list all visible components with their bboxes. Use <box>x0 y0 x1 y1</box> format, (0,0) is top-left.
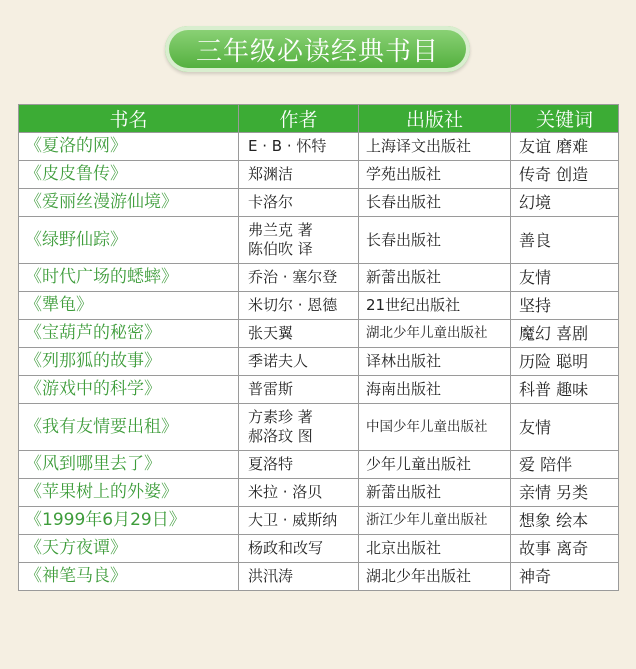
table-row <box>19 320 619 348</box>
book-title: 《时代广场的蟋蟀》 <box>19 264 239 292</box>
header-publisher: 出版社 <box>359 105 511 133</box>
book-publisher: 湖北少年出版社 <box>359 563 511 591</box>
book-keywords: 友谊 磨难 <box>511 133 619 161</box>
book-publisher: 湖北少年儿童出版社 <box>359 320 511 348</box>
table-row <box>19 264 619 292</box>
table-row <box>19 563 619 591</box>
table-row <box>19 133 619 161</box>
book-author: 郑渊洁 <box>239 161 359 189</box>
book-keywords: 坚持 <box>511 292 619 320</box>
book-title: 《夏洛的网》 <box>19 133 239 161</box>
book-author: E · B · 怀特 <box>239 133 359 161</box>
book-author: 米拉 · 洛贝 <box>239 479 359 507</box>
book-publisher: 新蕾出版社 <box>359 264 511 292</box>
illustrator-line: 郝洛玟 图 <box>248 427 313 445</box>
book-keywords: 想象 绘本 <box>511 507 619 535</box>
book-title: 《绿野仙踪》 <box>19 217 239 264</box>
table-row <box>19 348 619 376</box>
book-publisher: 新蕾出版社 <box>359 479 511 507</box>
book-title: 《列那狐的故事》 <box>19 348 239 376</box>
book-list-table <box>18 104 619 591</box>
book-keywords: 亲情 另类 <box>511 479 619 507</box>
book-publisher: 长春出版社 <box>359 189 511 217</box>
table-row <box>19 376 619 404</box>
book-publisher: 少年儿童出版社 <box>359 451 511 479</box>
book-keywords: 爱 陪伴 <box>511 451 619 479</box>
book-title: 《游戏中的科学》 <box>19 376 239 404</box>
table-row <box>19 404 619 451</box>
book-author: 普雷斯 <box>239 376 359 404</box>
book-keywords: 科普 趣味 <box>511 376 619 404</box>
book-author: 米切尔 · 恩德 <box>239 292 359 320</box>
book-keywords: 魔幻 喜剧 <box>511 320 619 348</box>
book-author <box>239 217 359 264</box>
book-publisher: 长春出版社 <box>359 217 511 264</box>
book-author: 卡洛尔 <box>239 189 359 217</box>
book-title: 《爱丽丝漫游仙境》 <box>19 189 239 217</box>
book-author: 夏洛特 <box>239 451 359 479</box>
book-keywords: 友情 <box>511 404 619 451</box>
book-keywords: 传奇 创造 <box>511 161 619 189</box>
book-title: 《1999年6月29日》 <box>19 507 239 535</box>
book-title: 《神笔马良》 <box>19 563 239 591</box>
table-row <box>19 479 619 507</box>
author-line: 弗兰克 著 <box>248 221 313 239</box>
book-author: 洪汛涛 <box>239 563 359 591</box>
book-publisher: 21世纪出版社 <box>359 292 511 320</box>
book-keywords: 故事 离奇 <box>511 535 619 563</box>
book-keywords: 幻境 <box>511 189 619 217</box>
header-author: 作者 <box>239 105 359 133</box>
table-row <box>19 217 619 264</box>
book-publisher: 海南出版社 <box>359 376 511 404</box>
table-row <box>19 507 619 535</box>
header-title: 书名 <box>19 105 239 133</box>
book-author: 张天翼 <box>239 320 359 348</box>
book-keywords: 神奇 <box>511 563 619 591</box>
book-publisher: 上海译文出版社 <box>359 133 511 161</box>
book-title: 《宝葫芦的秘密》 <box>19 320 239 348</box>
book-title: 《风到哪里去了》 <box>19 451 239 479</box>
table-header-row <box>19 105 619 133</box>
book-publisher: 浙江少年儿童出版社 <box>359 507 511 535</box>
book-author <box>239 404 359 451</box>
author-line: 方素珍 著 <box>248 408 313 426</box>
book-keywords: 善良 <box>511 217 619 264</box>
page-title: 三年级必读经典书目 <box>165 26 470 72</box>
book-author: 季诺夫人 <box>239 348 359 376</box>
book-publisher: 北京出版社 <box>359 535 511 563</box>
book-title: 《犟龟》 <box>19 292 239 320</box>
translator-line: 陈伯吹 译 <box>248 240 313 258</box>
table-row <box>19 535 619 563</box>
table-row <box>19 451 619 479</box>
book-author: 大卫 · 威斯纳 <box>239 507 359 535</box>
table-row <box>19 189 619 217</box>
book-publisher: 中国少年儿童出版社 <box>359 404 511 451</box>
book-author: 杨政和改写 <box>239 535 359 563</box>
book-keywords: 友情 <box>511 264 619 292</box>
table-row <box>19 161 619 189</box>
book-title: 《苹果树上的外婆》 <box>19 479 239 507</box>
book-title: 《我有友情要出租》 <box>19 404 239 451</box>
book-title: 《皮皮鲁传》 <box>19 161 239 189</box>
book-keywords: 历险 聪明 <box>511 348 619 376</box>
header-keywords: 关键词 <box>511 105 619 133</box>
book-title: 《天方夜谭》 <box>19 535 239 563</box>
table-row <box>19 292 619 320</box>
book-publisher: 学苑出版社 <box>359 161 511 189</box>
book-publisher: 译林出版社 <box>359 348 511 376</box>
book-author: 乔治 · 塞尔登 <box>239 264 359 292</box>
